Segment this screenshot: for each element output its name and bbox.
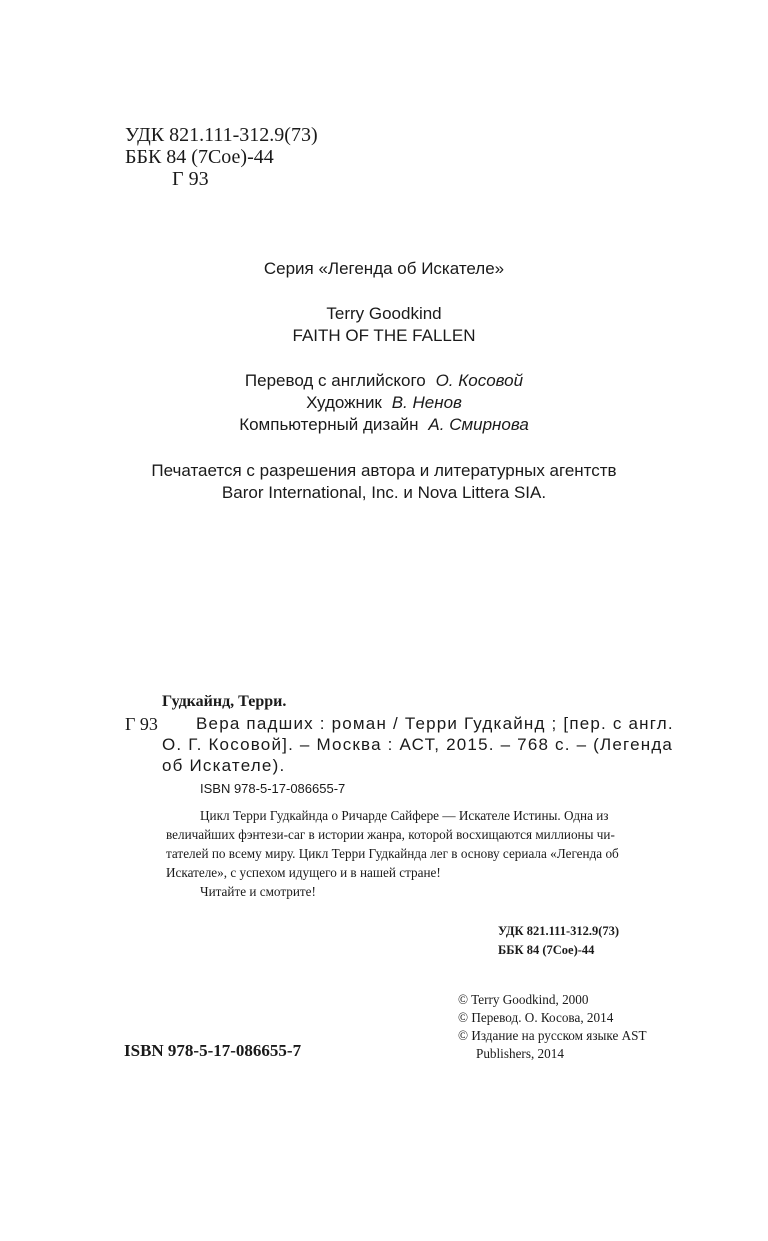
copyright-block <box>458 991 647 1063</box>
copyright-line: Publishers, 2014 <box>476 1046 564 1061</box>
catalog-classification <box>498 922 619 960</box>
udk-code: УДК 821.111-312.9(73) <box>125 124 318 146</box>
copyright-line: © Издание на русском языке AST <box>458 1028 647 1043</box>
artist-credit <box>0 392 768 414</box>
catalog-isbn: ISBN 978-5-17-086655-7 <box>200 781 346 796</box>
main-isbn: ISBN 978-5-17-086655-7 <box>124 1041 302 1060</box>
original-title: FAITH OF THE FALLEN <box>292 326 476 345</box>
catalog-code: Г 93 <box>125 714 158 734</box>
annotation-line: Искателе», с успехом идущего и в нашей стране! <box>166 865 441 880</box>
original-edition <box>0 303 768 347</box>
translator-name: О. Косовой <box>435 371 524 390</box>
bib-line-1: Вера падших : роман / Терри Гудкайнд ; [пер. с англ. <box>196 714 674 733</box>
bibliographic-description <box>162 713 691 776</box>
rights-line-2: Baror International, Inc. и Nova Littera SIA. <box>221 483 547 502</box>
translation-label: Перевод с английского <box>244 371 426 390</box>
classification-block <box>125 124 318 190</box>
annotation-line: Читайте и смотрите! <box>200 884 316 899</box>
bib-line-3: об Искателе). <box>162 756 286 775</box>
author-mark: Г 93 <box>172 168 209 190</box>
credits-block <box>0 370 768 436</box>
bib-line-2: О. Г. Косовой]. – Москва : АСТ, 2015. – 768 с. – (Легенда <box>162 735 674 754</box>
rights-line-1: Печатается с разрешения автора и литературных агентств <box>151 461 617 480</box>
annotation-line: величайших фэнтези-саг в истории жанра, которой восхищаются миллионы чи- <box>166 827 615 842</box>
copyright-line: © Terry Goodkind, 2000 <box>458 992 589 1007</box>
catalog-bbk: ББК 84 (7Сое)-44 <box>498 943 595 957</box>
bbk-code: ББК 84 (7Сое)-44 <box>125 146 274 168</box>
design-label: Компьютерный дизайн <box>239 415 419 434</box>
rights-notice <box>0 460 768 504</box>
series-title: Серия «Легенда об Искателе» <box>263 259 505 278</box>
copyright-line: © Перевод. О. Косова, 2014 <box>458 1010 614 1025</box>
design-credit <box>0 414 768 436</box>
annotation-line: тателей по всему миру. Цикл Терри Гудкайнда лег в основу сериала «Легенда об <box>166 846 619 861</box>
annotation-line: Цикл Терри Гудкайнда о Ричарде Сайфере — Искателе Истины. Одна из <box>200 808 609 823</box>
translation-credit <box>0 370 768 392</box>
catalog-author-heading: Гудкайнд, Терри. <box>162 693 287 710</box>
artist-name: В. Ненов <box>391 393 462 412</box>
artist-label: Художник <box>306 393 382 412</box>
annotation <box>166 806 692 901</box>
designer-name: А. Смирнова <box>428 415 529 434</box>
original-author: Terry Goodkind <box>326 304 442 323</box>
catalog-udk: УДК 821.111-312.9(73) <box>498 924 620 938</box>
